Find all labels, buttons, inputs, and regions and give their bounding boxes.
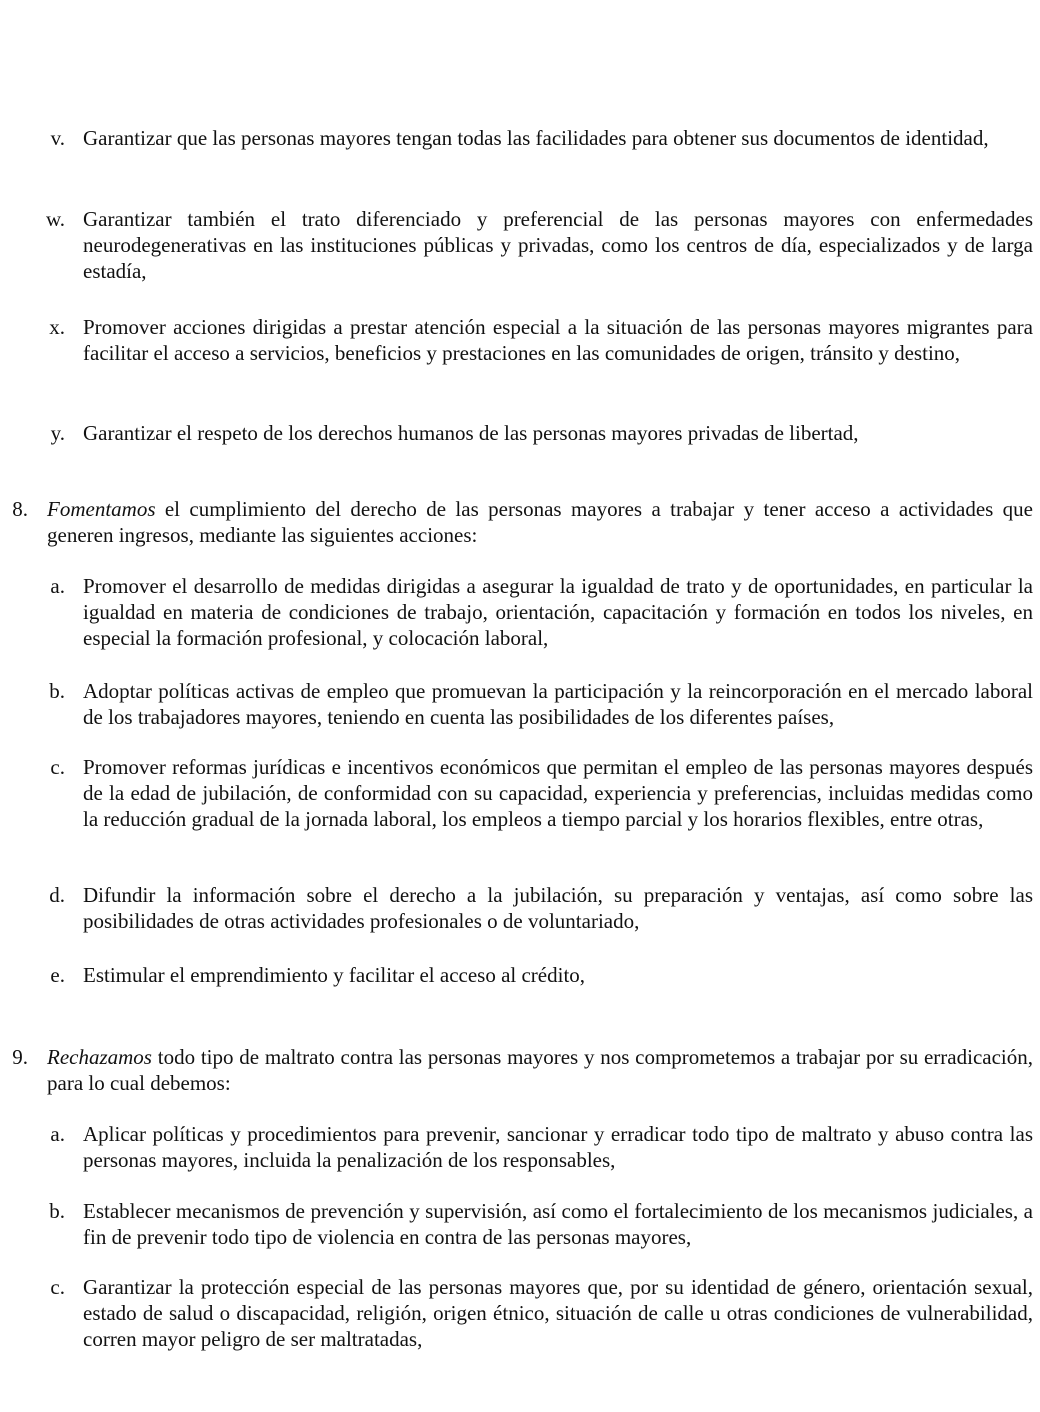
- section-body: el cumplimiento del derecho de las personas mayores a trabajar y tener acceso a actividades que generen ingresos, mediante las siguientes acciones:: [47, 497, 1033, 547]
- section-8-item-d: [0, 882, 1033, 934]
- item-text: Aplicar políticas y procedimientos para prevenir, sancionar y erradicar todo tipo de maltrato y abuso contra las personas mayores, incluida la penalización de los responsables,: [83, 1122, 1033, 1172]
- section-8-item-e: [0, 962, 1033, 988]
- section-8-item-b: [0, 678, 1033, 730]
- section-lead: Rechazamos: [47, 1045, 152, 1069]
- item-text: Garantizar que las personas mayores tengan todas las facilidades para obtener sus documentos de identidad,: [83, 126, 989, 150]
- section-8-item-c: [0, 754, 1033, 832]
- section-marker: 8.: [12, 497, 28, 521]
- section-9-item-b: [0, 1198, 1033, 1250]
- list-item-y: [0, 420, 1033, 446]
- item-marker: v.: [50, 126, 65, 150]
- item-text: Promover el desarrollo de medidas dirigidas a asegurar la igualdad de trato y de oportunidades, en particular la igualdad en materia de condiciones de trabajo, orientación, capacitación y formación en todos los niveles, en especial la formación profesional, y colocación laboral,: [83, 574, 1033, 650]
- item-marker: c.: [50, 755, 65, 779]
- item-marker: a.: [50, 574, 65, 598]
- item-text: Establecer mecanismos de prevención y supervisión, así como el fortalecimiento de los mecanismos judiciales, a fin de prevenir todo tipo de violencia en contra de las personas mayores,: [83, 1199, 1033, 1249]
- section-text: [47, 496, 1033, 548]
- item-marker: c.: [50, 1275, 65, 1299]
- section-lead: Fomentamos: [47, 497, 156, 521]
- item-marker: a.: [50, 1122, 65, 1146]
- item-marker: d.: [49, 883, 65, 907]
- item-marker: e.: [50, 963, 65, 987]
- item-text: Promover acciones dirigidas a prestar atención especial a la situación de las personas mayores migrantes para facilitar el acceso a servicios, beneficios y prestaciones en las comunidades de origen, tránsito y destino,: [83, 315, 1033, 365]
- section-9-item-a: [0, 1121, 1033, 1173]
- section-9-item-c: [0, 1274, 1033, 1352]
- item-marker: x.: [49, 315, 65, 339]
- item-text: Promover reformas jurídicas e incentivos económicos que permitan el empleo de las personas mayores después de la edad de jubilación, de conformidad con su capacidad, experiencia y preferencias, incluidas medidas como la reducción gradual de la jornada laboral, los empleos a tiempo parcial y los horarios flexibles, entre otras,: [83, 755, 1033, 831]
- list-item-v: [0, 125, 1033, 151]
- item-text: Adoptar políticas activas de empleo que promuevan la participación y la reincorporación en el mercado laboral de los trabajadores mayores, teniendo en cuenta las posibilidades de los diferentes países,: [83, 679, 1033, 729]
- section-marker: 9.: [12, 1045, 28, 1069]
- list-item-w: [0, 206, 1033, 284]
- section-8: [0, 496, 1033, 548]
- item-text: Difundir la información sobre el derecho a la jubilación, su preparación y ventajas, así como sobre las posibilidades de otras actividades profesionales o de voluntariado,: [83, 883, 1033, 933]
- item-text: Garantizar también el trato diferenciado y preferencial de las personas mayores con enfermedades neurodegenerativas en las instituciones públicas y privadas, como los centros de día, especializados y de larga estadía,: [83, 207, 1033, 283]
- section-text: [47, 1044, 1033, 1096]
- section-9: [0, 1044, 1033, 1096]
- section-body: todo tipo de maltrato contra las personas mayores y nos comprometemos a trabajar por su erradicación, para lo cual debemos:: [47, 1045, 1033, 1095]
- item-text: Garantizar el respeto de los derechos humanos de las personas mayores privadas de libertad,: [83, 421, 859, 445]
- item-marker: y.: [50, 421, 65, 445]
- section-8-item-a: [0, 573, 1033, 651]
- item-text: Garantizar la protección especial de las personas mayores que, por su identidad de género, orientación sexual, estado de salud o discapacidad, religión, origen étnico, situación de calle u otras condiciones de vulnerabilidad, corren mayor peligro de ser maltratadas,: [83, 1275, 1033, 1351]
- list-item-x: [0, 314, 1033, 366]
- item-marker: b.: [49, 1199, 65, 1223]
- item-marker: w.: [45, 207, 65, 231]
- item-marker: b.: [49, 679, 65, 703]
- item-text: Estimular el emprendimiento y facilitar el acceso al crédito,: [83, 963, 586, 987]
